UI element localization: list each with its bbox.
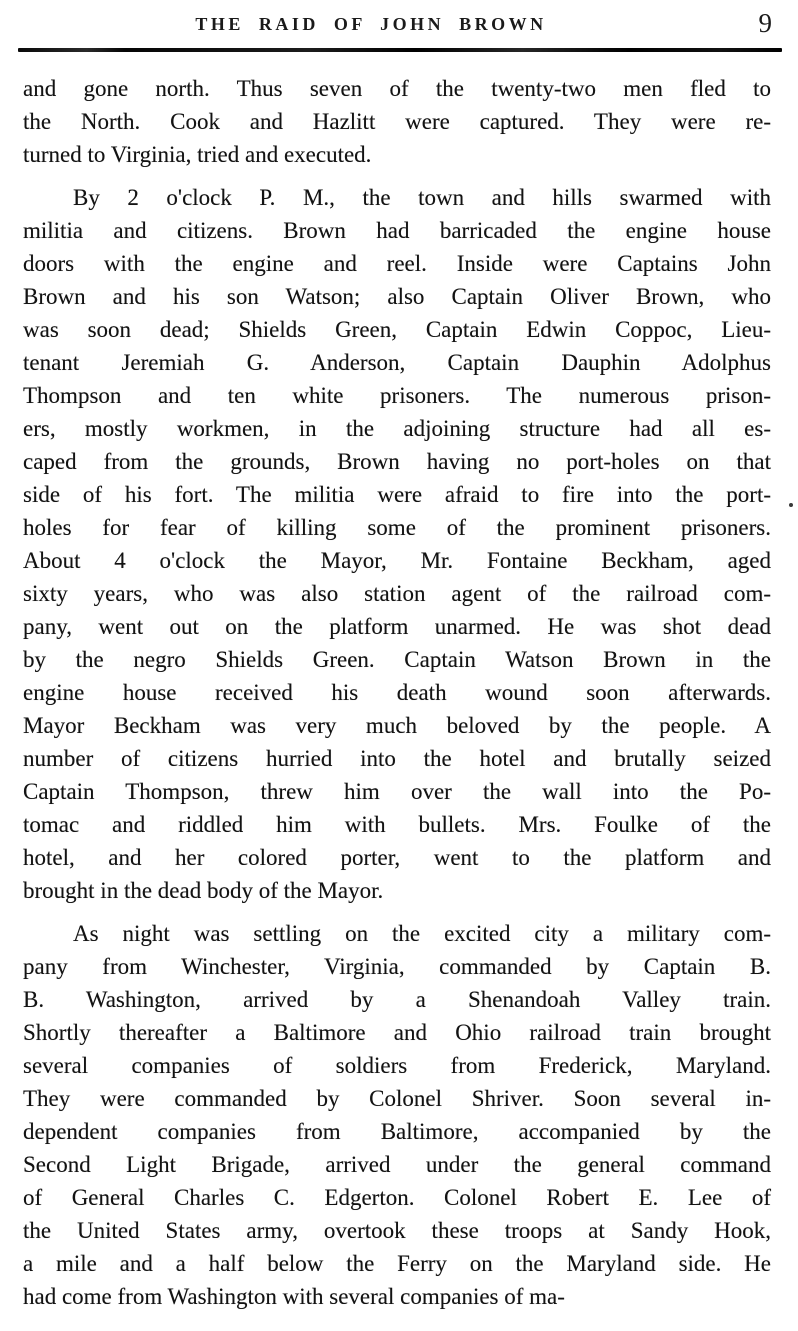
- page-number: 9: [758, 8, 772, 38]
- text-line: sixty years, who was also station agent of the railroad com-: [23, 581, 771, 606]
- text-line: dependent companies from Baltimore, accompanied by the: [23, 1119, 771, 1144]
- text-line: was soon dead; Shields Green, Captain Edwin Coppoc, Lieu-: [23, 317, 771, 342]
- text-line: As night was settling on the excited city a military com-: [73, 921, 771, 946]
- paragraph: [23, 917, 771, 1313]
- text-line: Mayor Beckham was very much beloved by the people. A: [23, 713, 771, 738]
- paragraph: [23, 181, 771, 907]
- text-line: several companies of soldiers from Frederick, Maryland.: [23, 1053, 771, 1078]
- text-line: Shortly thereafter a Baltimore and Ohio railroad train brought: [23, 1020, 771, 1045]
- text-line: number of citizens hurried into the hotel and brutally seized: [23, 746, 771, 771]
- text-line: side of his fort. The militia were afraid to fire into the port-: [23, 482, 771, 507]
- text-line: holes for fear of killing some of the prominent prisoners.: [23, 515, 771, 540]
- body-text: [23, 72, 771, 1313]
- text-line: Brown and his son Watson; also Captain Oliver Brown, who: [23, 284, 771, 309]
- scan-artifact-dot: [789, 503, 793, 507]
- text-line: the United States army, overtook these troops at Sandy Hook,: [23, 1218, 771, 1243]
- text-line: B. Washington, arrived by a Shenandoah Valley train.: [23, 987, 771, 1012]
- text-line: militia and citizens. Brown had barricaded the engine house: [23, 218, 771, 243]
- text-line: of General Charles C. Edgerton. Colonel Robert E. Lee of: [23, 1185, 771, 1210]
- text-line: turned to Virginia, tried and executed.: [23, 142, 372, 167]
- text-line: Captain Thompson, threw him over the wall into the Po-: [23, 779, 771, 804]
- text-line: caped from the grounds, Brown having no port-holes on that: [23, 449, 771, 474]
- text-line: Second Light Brigade, arrived under the general command: [23, 1152, 771, 1177]
- text-line: by the negro Shields Green. Captain Watson Brown in the: [23, 647, 771, 672]
- text-line: They were commanded by Colonel Shriver. Soon several in-: [23, 1086, 771, 1111]
- text-line: the North. Cook and Hazlitt were captured. They were re-: [23, 109, 771, 134]
- text-line: and gone north. Thus seven of the twenty-two men fled to: [23, 76, 771, 101]
- text-line: tenant Jeremiah G. Anderson, Captain Dauphin Adolphus: [23, 350, 771, 375]
- text-line: doors with the engine and reel. Inside were Captains John: [23, 251, 771, 276]
- text-line: By 2 o'clock P. M., the town and hills swarmed with: [73, 185, 771, 210]
- text-line: Thompson and ten white prisoners. The numerous prison-: [23, 383, 771, 408]
- text-line: tomac and riddled him with bullets. Mrs. Foulke of the: [23, 812, 771, 837]
- running-head: [0, 0, 798, 48]
- paragraph: [23, 72, 771, 171]
- text-line: a mile and a half below the Ferry on the Maryland side. He: [23, 1251, 771, 1276]
- header-rule: [18, 48, 782, 52]
- text-line: brought in the dead body of the Mayor.: [23, 878, 384, 903]
- text-line: pany from Winchester, Virginia, commanded by Captain B.: [23, 954, 771, 979]
- text-line: pany, went out on the platform unarmed. He was shot dead: [23, 614, 771, 639]
- text-line: About 4 o'clock the Mayor, Mr. Fontaine Beckham, aged: [23, 548, 771, 573]
- text-line: hotel, and her colored porter, went to the platform and: [23, 845, 771, 870]
- page-title: THE RAID OF JOHN BROWN: [195, 14, 547, 34]
- text-line: engine house received his death wound soon afterwards.: [23, 680, 771, 705]
- text-line: had come from Washington with several companies of ma-: [23, 1284, 565, 1309]
- text-line: ers, mostly workmen, in the adjoining structure had all es-: [23, 416, 771, 441]
